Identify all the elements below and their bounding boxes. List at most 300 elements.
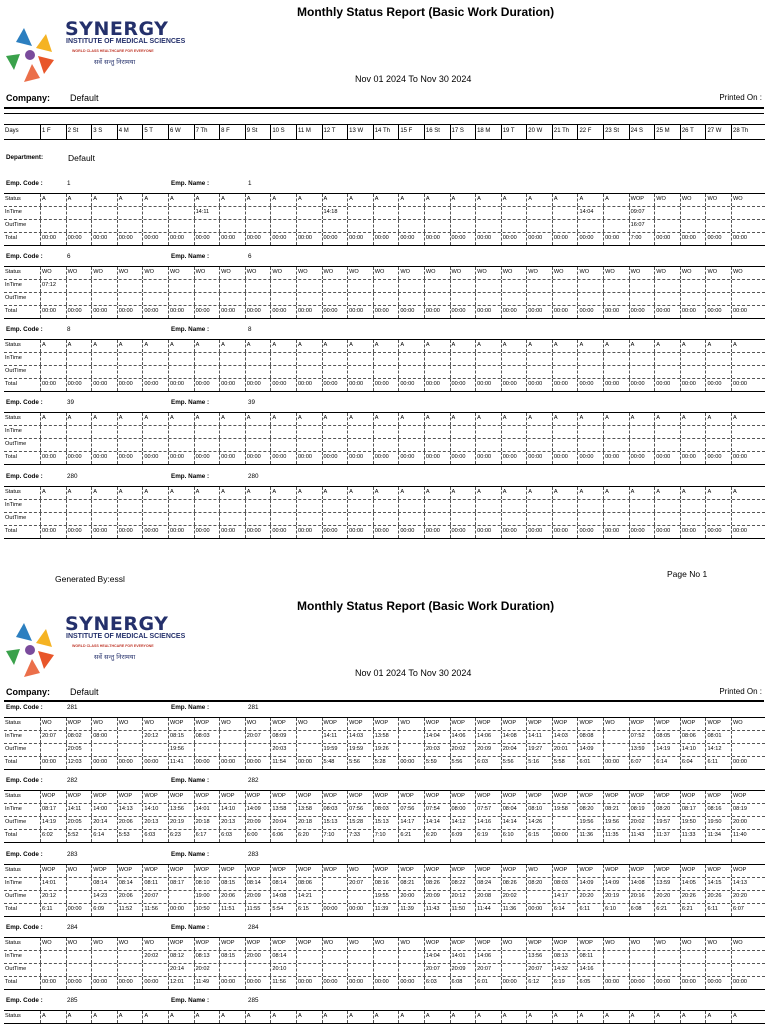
table-cell: 00:00 xyxy=(552,306,578,318)
table-row xyxy=(4,938,765,951)
table-cell: 08:02 xyxy=(66,731,92,743)
table-cell: 00:00 xyxy=(526,526,552,538)
table-cell: 00:00 xyxy=(526,233,552,245)
emp-code-value: 284 xyxy=(67,924,78,931)
table-cell: A xyxy=(552,194,578,206)
table-cell: 19:59 xyxy=(347,744,373,756)
table-cell: A xyxy=(219,1011,245,1023)
table-cell: 00:00 xyxy=(398,452,424,464)
table-cell: WOP xyxy=(245,791,271,803)
table-cell: 00:00 xyxy=(680,379,706,391)
table-cell: A xyxy=(91,194,117,206)
table-cell: WO xyxy=(398,267,424,279)
table-cell: 19:55 xyxy=(373,891,399,903)
table-cell: 20:07 xyxy=(424,964,450,976)
table-cell: 00:00 xyxy=(398,526,424,538)
table-cell: 00:00 xyxy=(40,306,66,318)
table-row xyxy=(4,744,765,757)
table-cell: WOP xyxy=(654,865,680,877)
table-cell: 08:11 xyxy=(577,951,603,963)
table-cell: A xyxy=(501,1011,527,1023)
table-cell: 13:58 xyxy=(296,804,322,816)
emp-name-value: 8 xyxy=(248,326,252,333)
table-cell: 6:15 xyxy=(526,830,552,842)
table-cell xyxy=(322,878,348,890)
table-cell: 00:00 xyxy=(654,233,680,245)
day-header-cell: 20 W xyxy=(526,125,552,139)
table-cell: WO xyxy=(117,718,143,730)
table-cell: 00:00 xyxy=(91,306,117,318)
logo-name: SYNERGY xyxy=(65,613,169,635)
table-cell: 00:00 xyxy=(245,526,271,538)
table-cell: 00:00 xyxy=(629,306,655,318)
table-cell: 20:07 xyxy=(475,964,501,976)
emp-code-value: 283 xyxy=(67,851,78,858)
table-cell xyxy=(168,891,194,903)
table-cell xyxy=(347,951,373,963)
table-cell: 20:20 xyxy=(577,891,603,903)
table-cell: WO xyxy=(603,718,629,730)
day-header-cell: 22 F xyxy=(577,125,603,139)
emp-name-label: Emp. Name : xyxy=(171,473,210,480)
table-cell: 00:00 xyxy=(219,526,245,538)
table-cell: 00:00 xyxy=(603,977,629,989)
table-cell: 14:17 xyxy=(398,817,424,829)
table-cell: A xyxy=(40,1011,66,1023)
emp-code-value: 282 xyxy=(67,777,78,784)
table-cell: 20:09 xyxy=(450,964,476,976)
table-cell: 15:13 xyxy=(373,817,399,829)
table-cell: 14:23 xyxy=(91,891,117,903)
table-cell: A xyxy=(91,340,117,352)
table-cell: 00:00 xyxy=(66,379,92,391)
table-cell: 00:00 xyxy=(424,233,450,245)
table-cell: 20:07 xyxy=(347,878,373,890)
day-header-cell: 27 W xyxy=(705,125,731,139)
row-label: InTime xyxy=(5,502,22,508)
table-cell: 08:05 xyxy=(654,731,680,743)
table-cell: WOP xyxy=(552,938,578,950)
table-cell: A xyxy=(501,413,527,425)
table-cell: 00:00 xyxy=(680,233,706,245)
table-cell: 00:00 xyxy=(603,233,629,245)
table-cell: 14:11 xyxy=(526,731,552,743)
table-cell: 00:00 xyxy=(296,977,322,989)
table-cell: 00:00 xyxy=(501,977,527,989)
table-cell: 20:26 xyxy=(705,891,731,903)
table-cell: A xyxy=(347,194,373,206)
table-row xyxy=(4,718,765,731)
table-cell: 6:07 xyxy=(731,904,757,916)
table-cell: WOP xyxy=(450,718,476,730)
emp-code-value: 6 xyxy=(67,253,71,260)
table-row xyxy=(4,878,765,891)
table-cell: WOP xyxy=(603,865,629,877)
table-cell: A xyxy=(450,194,476,206)
table-cell: 00:00 xyxy=(731,526,757,538)
table-cell: A xyxy=(168,487,194,499)
table-cell: A xyxy=(245,413,271,425)
table-cell: 00:00 xyxy=(168,306,194,318)
table-cell: 08:14 xyxy=(270,951,296,963)
table-cell: 6:03 xyxy=(142,830,168,842)
row-label: InTime xyxy=(5,880,22,886)
day-header-cell: 14 Th xyxy=(373,125,399,139)
table-cell: A xyxy=(731,1011,757,1023)
emp-code-value: 281 xyxy=(67,704,78,711)
table-cell: A xyxy=(731,487,757,499)
table-cell: 00:00 xyxy=(705,379,731,391)
table-cell: A xyxy=(424,413,450,425)
table-cell: 00:00 xyxy=(475,526,501,538)
table-cell: 00:00 xyxy=(450,379,476,391)
table-cell: WO xyxy=(705,267,731,279)
table-cell: A xyxy=(194,1011,220,1023)
table-cell: A xyxy=(680,340,706,352)
table-cell: A xyxy=(245,194,271,206)
table-cell: 00:00 xyxy=(654,306,680,318)
table-cell: 00:00 xyxy=(577,379,603,391)
table-cell: A xyxy=(168,413,194,425)
table-cell: 14:11 xyxy=(66,804,92,816)
table-cell: WOP xyxy=(705,718,731,730)
table-cell: 14:09 xyxy=(245,804,271,816)
table-cell: A xyxy=(40,194,66,206)
table-cell: A xyxy=(91,413,117,425)
table-cell: 5:59 xyxy=(424,757,450,769)
table-cell: WOP xyxy=(680,791,706,803)
table-cell: WO xyxy=(705,194,731,206)
row-label: OutTime xyxy=(5,819,27,825)
table-cell: WOP xyxy=(296,791,322,803)
department-label: Department: xyxy=(6,154,44,161)
table-cell: WO xyxy=(322,938,348,950)
table-cell xyxy=(603,964,629,976)
table-cell: 00:00 xyxy=(373,379,399,391)
table-cell: A xyxy=(219,487,245,499)
row-label: InTime xyxy=(5,953,22,959)
table-cell: A xyxy=(552,340,578,352)
table-cell: WO xyxy=(91,267,117,279)
table-cell: 00:00 xyxy=(117,306,143,318)
emp-name-label: Emp. Name : xyxy=(171,997,210,1004)
table-cell: WOP xyxy=(475,718,501,730)
emp-name-value: 284 xyxy=(248,924,259,931)
table-cell: 00:00 xyxy=(603,379,629,391)
table-cell: 00:00 xyxy=(731,306,757,318)
table-cell: WOP xyxy=(168,865,194,877)
table-cell: 14:32 xyxy=(552,964,578,976)
emp-code-value: 280 xyxy=(67,473,78,480)
table-cell: WOP xyxy=(450,865,476,877)
table-cell: 00:00 xyxy=(40,526,66,538)
table-cell: A xyxy=(450,413,476,425)
table-cell: WOP xyxy=(552,718,578,730)
table-cell: WOP xyxy=(552,865,578,877)
day-header-cell: 18 M xyxy=(475,125,501,139)
table-cell: 00:00 xyxy=(629,452,655,464)
table-cell: 20:12 xyxy=(142,731,168,743)
table-cell: 00:00 xyxy=(40,757,66,769)
table-cell: 00:00 xyxy=(117,379,143,391)
table-cell: 00:00 xyxy=(270,452,296,464)
table-cell: 00:00 xyxy=(347,379,373,391)
table-cell: 08:14 xyxy=(270,878,296,890)
emp-name-label: Emp. Name : xyxy=(171,851,210,858)
table-cell: 00:00 xyxy=(117,452,143,464)
table-cell: 20:07 xyxy=(40,731,66,743)
table-cell: 08:13 xyxy=(552,951,578,963)
table-cell: WO xyxy=(347,865,373,877)
table-cell: A xyxy=(91,487,117,499)
table-cell: WOP xyxy=(40,791,66,803)
emp-code-value: 39 xyxy=(67,399,75,406)
table-cell xyxy=(322,964,348,976)
table-cell: 20:09 xyxy=(475,744,501,756)
table-cell: A xyxy=(168,1011,194,1023)
table-cell xyxy=(219,964,245,976)
table-cell: 20:06 xyxy=(117,891,143,903)
table-cell: 6:12 xyxy=(526,977,552,989)
table-cell: WOP xyxy=(270,865,296,877)
table-cell: 00:00 xyxy=(245,379,271,391)
table-cell: 08:24 xyxy=(475,878,501,890)
table-cell: WO xyxy=(66,938,92,950)
table-cell: A xyxy=(373,194,399,206)
table-cell: WOP xyxy=(731,865,757,877)
table-cell xyxy=(66,964,92,976)
table-cell: 00:00 xyxy=(347,452,373,464)
table-cell: 00:00 xyxy=(117,757,143,769)
table-cell: 08:17 xyxy=(680,804,706,816)
table-cell: 6:06 xyxy=(270,830,296,842)
table-cell: 00:00 xyxy=(731,379,757,391)
table-cell: 08:15 xyxy=(219,951,245,963)
row-label: OutTime xyxy=(5,441,27,447)
table-cell: 00:00 xyxy=(654,977,680,989)
table-cell: 13:59 xyxy=(629,744,655,756)
table-cell: 6:11 xyxy=(705,757,731,769)
table-cell xyxy=(654,951,680,963)
table-cell: 00:00 xyxy=(577,306,603,318)
row-label: InTime xyxy=(5,806,22,812)
table-cell: 00:00 xyxy=(245,452,271,464)
table-cell: WO xyxy=(629,938,655,950)
attendance-table xyxy=(4,790,765,843)
table-cell xyxy=(40,951,66,963)
table-cell: 00:00 xyxy=(66,306,92,318)
table-cell: 00:00 xyxy=(219,757,245,769)
table-cell: 00:00 xyxy=(296,233,322,245)
table-row xyxy=(4,964,765,977)
table-cell: WOP xyxy=(629,718,655,730)
table-cell: 00:00 xyxy=(347,233,373,245)
table-cell: WO xyxy=(322,267,348,279)
table-cell: WO xyxy=(117,267,143,279)
row-label: Status xyxy=(5,867,21,873)
table-cell: 08:10 xyxy=(194,878,220,890)
table-cell: WOP xyxy=(296,865,322,877)
table-cell: 20:09 xyxy=(245,817,271,829)
table-cell: 00:00 xyxy=(373,526,399,538)
table-cell: WOP xyxy=(603,791,629,803)
table-cell: WO xyxy=(705,938,731,950)
printed-on: Printed On : xyxy=(719,687,762,696)
attendance-table xyxy=(4,864,765,917)
table-cell: 00:00 xyxy=(526,379,552,391)
table-cell: 20:07 xyxy=(142,891,168,903)
table-row xyxy=(4,951,765,964)
table-cell: 00:00 xyxy=(629,526,655,538)
table-cell: 08:22 xyxy=(450,878,476,890)
table-cell: 11:41 xyxy=(168,757,194,769)
table-cell: A xyxy=(142,413,168,425)
date-range: Nov 01 2024 To Nov 30 2024 xyxy=(355,668,472,678)
row-label: Total xyxy=(5,454,17,460)
table-cell: A xyxy=(219,340,245,352)
row-label: Status xyxy=(5,720,21,726)
table-cell: 7:10 xyxy=(322,830,348,842)
table-cell: WO xyxy=(526,267,552,279)
table-cell: A xyxy=(245,1011,271,1023)
table-cell: WOP xyxy=(168,791,194,803)
table-cell: 00:00 xyxy=(552,830,578,842)
table-cell: WO xyxy=(603,267,629,279)
table-cell: 20:04 xyxy=(270,817,296,829)
table-cell: 20:00 xyxy=(398,891,424,903)
table-cell: 14:26 xyxy=(526,817,552,829)
table-cell: WO xyxy=(296,267,322,279)
table-cell: WOP xyxy=(629,194,655,206)
table-cell: 14:04 xyxy=(424,951,450,963)
table-cell: 00:00 xyxy=(475,233,501,245)
row-label: Total xyxy=(5,759,17,765)
table-cell: 6:14 xyxy=(552,904,578,916)
table-cell: 00:00 xyxy=(117,977,143,989)
table-cell: 11:51 xyxy=(219,904,245,916)
table-cell: 20:02 xyxy=(501,891,527,903)
table-cell: A xyxy=(577,487,603,499)
table-cell: 20:08 xyxy=(475,891,501,903)
row-label: Total xyxy=(5,381,17,387)
table-cell: 08:14 xyxy=(91,878,117,890)
table-cell: 11:56 xyxy=(142,904,168,916)
emp-name-label: Emp. Name : xyxy=(171,704,210,711)
table-cell: 14:01 xyxy=(194,804,220,816)
row-label: Status xyxy=(5,1013,21,1019)
day-header-cell: 1 F xyxy=(40,125,66,139)
table-cell: 00:00 xyxy=(219,977,245,989)
table-cell: WO xyxy=(168,267,194,279)
table-cell: 00:00 xyxy=(526,452,552,464)
table-cell: WOP xyxy=(654,791,680,803)
table-cell: 14:10 xyxy=(219,804,245,816)
synergy-logo xyxy=(2,613,192,673)
table-cell xyxy=(705,964,731,976)
table-cell: A xyxy=(424,487,450,499)
row-label: Total xyxy=(5,906,17,912)
table-cell: 19:50 xyxy=(680,817,706,829)
table-cell: 08:20 xyxy=(526,878,552,890)
table-cell: WO xyxy=(603,938,629,950)
table-cell: 14:12 xyxy=(450,817,476,829)
row-label: Status xyxy=(5,489,21,495)
table-cell: 08:16 xyxy=(373,878,399,890)
emp-name-value: 39 xyxy=(248,399,256,406)
table-cell xyxy=(296,951,322,963)
table-cell: 00:00 xyxy=(194,379,220,391)
table-cell: 20:20 xyxy=(654,891,680,903)
row-label: Status xyxy=(5,940,21,946)
table-cell xyxy=(66,878,92,890)
table-cell: 20:07 xyxy=(526,964,552,976)
table-cell: 19:59 xyxy=(322,744,348,756)
table-cell: 00:00 xyxy=(501,379,527,391)
day-header-cell: 3 S xyxy=(91,125,117,139)
emp-code-value: 8 xyxy=(67,326,71,333)
table-cell: WOP xyxy=(322,865,348,877)
table-cell: WO xyxy=(245,267,271,279)
emp-code-label: Emp. Code : xyxy=(6,704,43,711)
row-label: Total xyxy=(5,308,17,314)
table-cell: 19:56 xyxy=(577,817,603,829)
table-cell: 00:00 xyxy=(577,233,603,245)
table-cell: 00:00 xyxy=(40,977,66,989)
table-cell: 00:00 xyxy=(296,757,322,769)
table-cell: 14:01 xyxy=(450,951,476,963)
days-label: Days xyxy=(5,128,19,134)
table-cell: 00:00 xyxy=(219,306,245,318)
table-cell: 07:54 xyxy=(424,804,450,816)
day-header-cell: 23 St xyxy=(603,125,629,139)
table-cell: 5:52 xyxy=(66,830,92,842)
table-cell: 00:00 xyxy=(66,526,92,538)
table-cell: WO xyxy=(91,718,117,730)
table-cell: WOP xyxy=(475,865,501,877)
table-cell: 6:04 xyxy=(680,757,706,769)
table-cell: 20:01 xyxy=(552,744,578,756)
table-cell xyxy=(347,891,373,903)
table-cell: WO xyxy=(347,938,373,950)
table-cell: WO xyxy=(654,267,680,279)
table-cell: 08:19 xyxy=(731,804,757,816)
table-cell: 00:00 xyxy=(552,233,578,245)
table-cell: 14:06 xyxy=(450,731,476,743)
table-cell: 20:19 xyxy=(603,891,629,903)
table-cell: 14:13 xyxy=(731,878,757,890)
table-cell: 00:00 xyxy=(296,306,322,318)
table-cell: 6:05 xyxy=(577,977,603,989)
day-header-cell: 11 M xyxy=(296,125,322,139)
divider xyxy=(4,700,764,702)
table-cell: 00:00 xyxy=(398,306,424,318)
table-cell: A xyxy=(168,340,194,352)
table-cell: 00:00 xyxy=(501,526,527,538)
table-cell: WOP xyxy=(245,865,271,877)
row-label: InTime xyxy=(5,733,22,739)
table-cell: A xyxy=(322,413,348,425)
table-cell xyxy=(117,731,143,743)
table-cell: 11:43 xyxy=(629,830,655,842)
table-cell: 00:00 xyxy=(66,233,92,245)
table-cell: WOP xyxy=(194,938,220,950)
table-cell: WOP xyxy=(424,865,450,877)
table-cell: 11:55 xyxy=(245,904,271,916)
table-cell: 00:00 xyxy=(194,757,220,769)
table-cell xyxy=(629,951,655,963)
table-cell: 00:00 xyxy=(526,904,552,916)
day-header-cell: 24 S xyxy=(629,125,655,139)
